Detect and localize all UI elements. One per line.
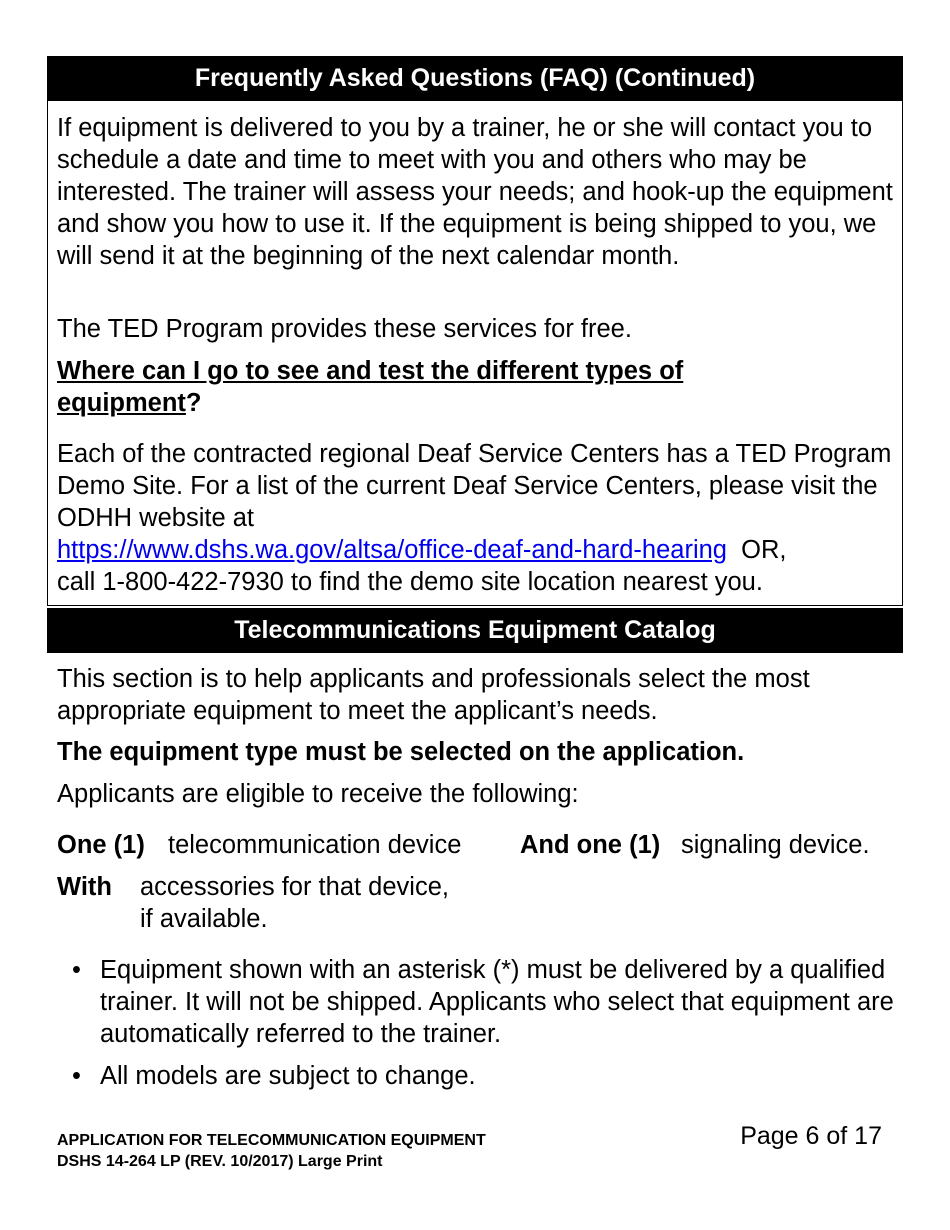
faq-question-text: Where can I go to see and test the different types of equipment	[57, 357, 684, 417]
odhh-website-link[interactable]: https://www.dshs.wa.gov/altsa/office-deaf-and-hard-hearing	[57, 536, 727, 564]
faq-question-mark: ?	[185, 389, 202, 417]
footer-form-title: APPLICATION FOR TELECOMMUNICATION EQUIPMENT	[57, 1132, 486, 1149]
with-text-2: if available.	[140, 905, 268, 933]
catalog-header: Telecommunications Equipment Catalog	[47, 608, 903, 653]
footer-form-info	[57, 1130, 486, 1172]
faq-free-services: The TED Program provides these services for free.	[57, 315, 632, 343]
bullet-icon: •	[72, 956, 81, 984]
note-asterisk-trainer: Equipment shown with an asterisk (*) must be delivered by a qualified trainer. It will not be shipped. Applicants who select that equipment are automatically referred to the trainer.	[100, 956, 894, 1048]
one-text: telecommunication device	[168, 831, 462, 859]
faq-answer-demo	[57, 438, 897, 598]
footer-form-number: DSHS 14-264 LP (REV. 10/2017) Large Print	[57, 1153, 383, 1170]
catalog-eligible: Applicants are eligible to receive the following:	[57, 780, 579, 808]
page-number: Page 6 of 17	[740, 1122, 882, 1150]
and-label: And one (1)	[520, 831, 661, 859]
with-text-1: accessories for that device,	[140, 873, 449, 901]
list-item	[57, 954, 897, 1050]
list-item	[57, 1060, 897, 1092]
faq-answer-delivery: If equipment is delivered to you by a trainer, he or she will contact you to schedule a date and time to meet with you and others who may be interested. The trainer will assess your needs; and hook-up the equipment and show you how to use it. If the equipment is being shipped to you, we will send it at the beginning of the next calendar month.	[57, 114, 893, 270]
catalog-must-select: The equipment type must be selected on the application.	[57, 738, 745, 766]
catalog-intro: This section is to help applicants and professionals select the most appropriate equipment to meet the applicant’s needs.	[57, 665, 810, 725]
note-models-change: All models are subject to change.	[100, 1062, 476, 1090]
faq-link-or: OR,	[726, 536, 787, 564]
and-text: signaling device.	[681, 831, 870, 859]
with-label: With	[57, 873, 112, 901]
faq-question-demo	[57, 355, 817, 419]
catalog-notes-list	[57, 954, 897, 1092]
faq-call-text: call 1-800-422-7930 to find the demo site location nearest you.	[57, 568, 763, 596]
faq-answer-demo-text: Each of the contracted regional Deaf Service Centers has a TED Program Demo Site. For a list of the current Deaf Service Centers, please visit the ODHH website at	[57, 440, 892, 532]
one-label: One (1)	[57, 831, 145, 859]
bullet-icon: •	[72, 1062, 81, 1090]
faq-header: Frequently Asked Questions (FAQ) (Continued)	[47, 56, 903, 101]
